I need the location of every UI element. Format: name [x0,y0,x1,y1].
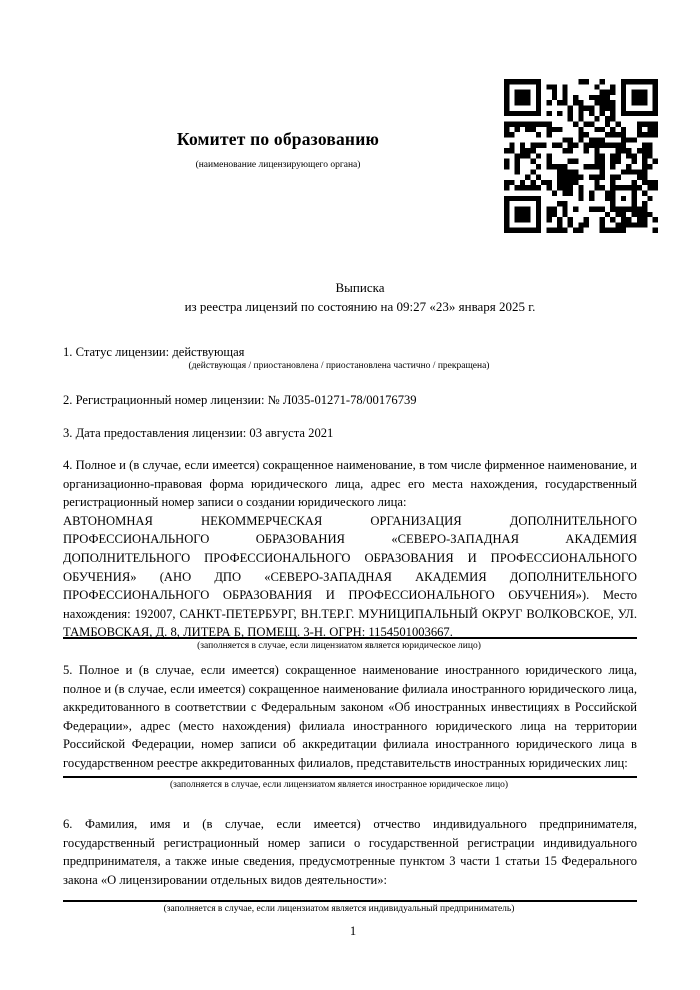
page-number: 1 [349,924,357,938]
separator-line-foreign-entity [63,776,637,778]
item-3-license-date: 3. Дата предоставления лицензии: 03 августа 2021 [63,426,334,440]
licensing-authority-caption: (наименование лицензирующего органа) [195,160,361,170]
item-4-legal-entity [63,456,637,642]
item-4-intro: 4. Полное и (в случае, если имеется) сокращенное наименование, в том числе фирменное наименование, и организационно-правовая форма юридического лица, адрес его места нахождения, государственный регистрационный номер записи о создании юридического лица: [63,458,637,510]
item-6-individual-entrepreneur: 6. Фамилия, имя и (в случае, если имеется) отчество индивидуального предпринимателя, государственный регистрационный номер записи о государственной регистрации индивидуального предпринимателя, а также иные сведения, предусмотренные пунктом 3 части 1 статьи 15 Федерального закона «О лицензировании отдельных видов деятельности»: [63,817,637,887]
licensing-authority-name: Комитет по образованию [176,129,380,149]
qr-code-icon [504,79,658,233]
item-4-caption: (заполняется в случае, если лицензиатом является юридическое лицо) [197,641,481,651]
item-1-license-status: 1. Статус лицензии: действующая [63,345,245,359]
item-4-value: АВТОНОМНАЯ НЕКОММЕРЧЕСКАЯ ОРГАНИЗАЦИЯ ДОПОЛНИТЕЛЬНОГО ПРОФЕССИОНАЛЬНОГО ОБРАЗОВАНИЯ «СЕВЕРО-ЗАПАДНАЯ АКАДЕМИЯ ДОПОЛНИТЕЛЬНОГО ПРОФЕССИОНАЛЬНОГО ОБРАЗОВАНИЯ И ПРОФЕССИОНАЛЬНОГО ОБУЧЕНИЯ» (АНО ДПО «СЕВЕРО-ЗАПАДНАЯ АКАДЕМИЯ ДОПОЛНИТЕЛЬНОГО ПРОФЕССИОНАЛЬНОГО ОБРАЗОВАНИЯ И ПРОФЕССИОНАЛЬНОГО ОБУЧЕНИЯ»). Место нахождения: 192007, САНКТ-ПЕТЕРБУРГ, ВН.ТЕР.Г. МУНИЦИПАЛЬНЫЙ ОКРУГ ВОЛКОВСКОЕ, УЛ. ТАМБОВСКАЯ, Д. 8, ЛИТЕРА Б, ПОМЕЩ. 3-Н. ОГРН: 1154501003667. [63,513,637,640]
document-title-line2: из реестра лицензий по состоянию на 09:27 «23» января 2025 г. [184,298,536,314]
separator-line-individual-entrepreneur [63,900,637,902]
document-title-line1: Выписка [335,280,385,295]
item-5-foreign-entity: 5. Полное и (в случае, если имеется) сокращенное наименование иностранного юридического лица, полное и (в случае, если имеется) сокращенное наименование филиала иностранного юридического лица, аккредитованного в соответствии с Федеральным законом «Об иностранных инвестициях в Российской Федерации», адрес (место нахождения) филиала иностранного юридического лица на территории Российской Федерации, номер записи об аккредитации филиала иностранного юридического лица в государственном реестре аккредитованных филиалов, представительств иностранных юридических лиц: [63,663,637,770]
item-1-caption: (действующая / приостановлена / приостановлена частично / прекращена) [188,361,490,371]
item-5-caption: (заполняется в случае, если лицензиатом является иностранное юридическое лицо) [170,780,508,790]
item-2-registration-number: 2. Регистрационный номер лицензии: № Л035-01271-78/00176739 [63,393,417,407]
document-title [70,279,650,316]
item-6-caption: (заполняется в случае, если лицензиатом является индивидуальный предприниматель) [163,904,515,914]
separator-line-legal-entity [63,637,637,639]
